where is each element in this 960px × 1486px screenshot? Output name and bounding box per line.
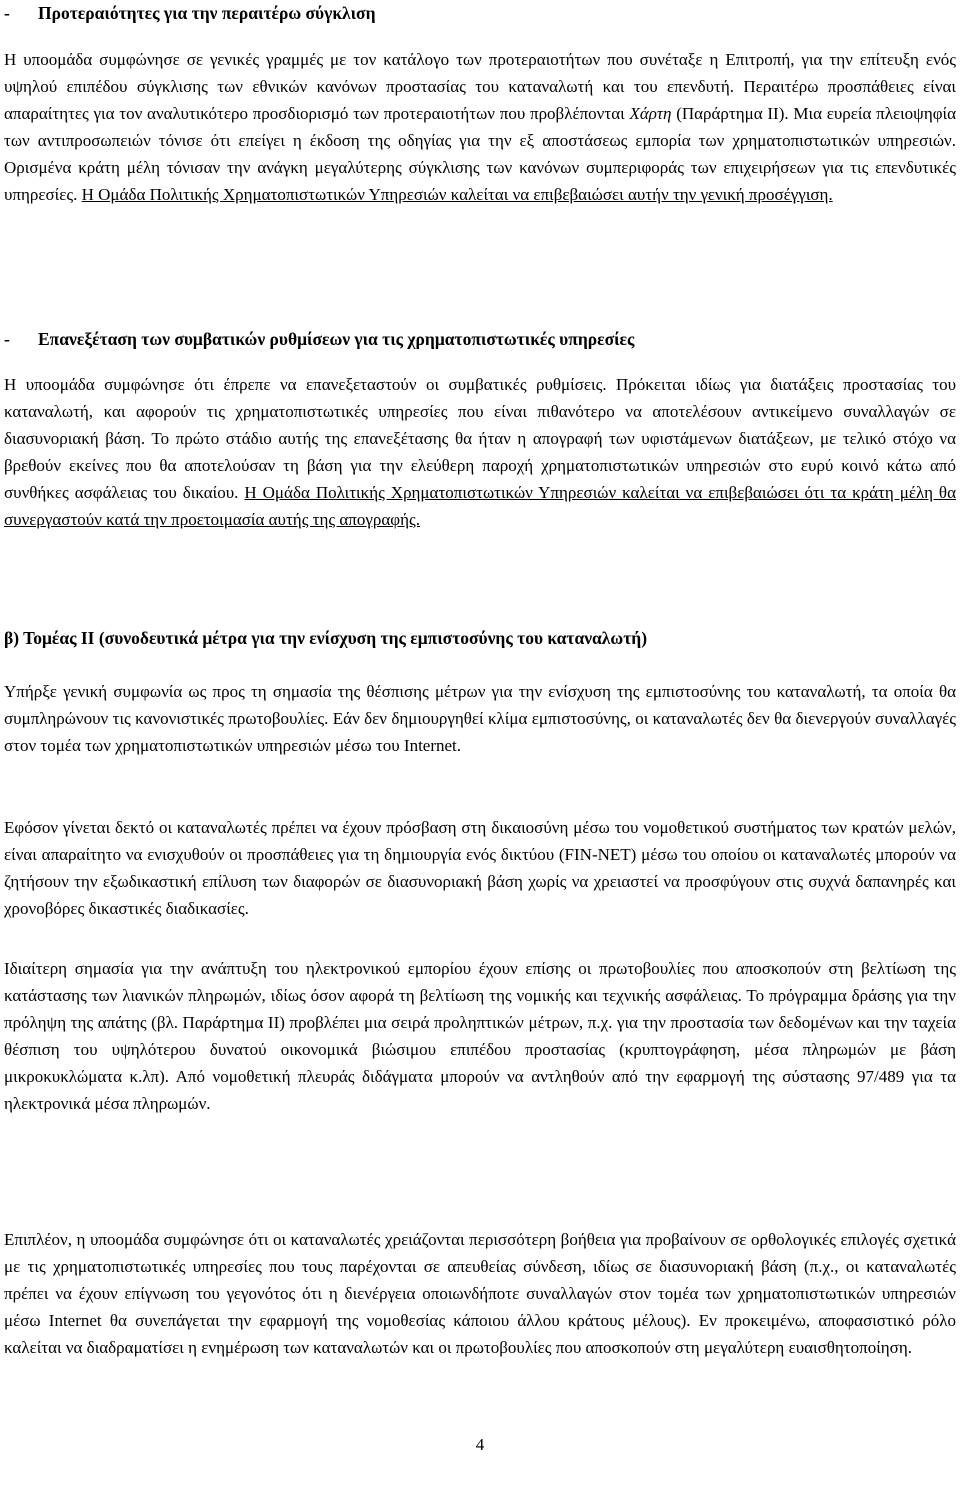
section-heading-sector-ii: β) Τομέας ΙΙ (συνοδευτικά μέτρα για την ενίσχυση της εμπιστοσύνης του καταναλωτή) — [4, 628, 648, 648]
heading-text: Επανεξέταση των συμβατικών ρυθμίσεων για τις χρηματοπιστωτικές υπηρεσίες — [38, 329, 635, 349]
paragraph-fin-net: Εφόσον γίνεται δεκτό οι καταναλωτές πρέπει να έχουν πρόσβαση στη δικαιοσύνη μέσω του νομοθετικού συστήματος των κρατών μελών, είναι απαραίτητο να ενισχυθούν οι προσπάθειες για τη δημιουργία ενός δικτύου (FIN-NET) μέσω του οποίου οι καταναλωτές μπορούν να ζητήσουν την εξωδικαστική επίλυση των διαφορών σε διασυνοριακή βάση χωρίς να χρειαστεί να προσφύγουν στις συχνά δαπανηρές και χρονοβόρες δικαστικές διαδικασίες. — [4, 818, 956, 918]
paragraph-text: Η υποομάδα συμφώνησε σε γενικές γραμμές με τον κατάλογο των προτεραιοτήτων που συνέταξε η Επιτροπή, για την επίτευξη ενός υψηλού επιπέδου σύγκλισης των εθνικών κανόνων προστασίας του καταναλωτή και του επενδυτή. Περαιτέρω προσπάθειες είναι απαραίτητες για τον αναλυτικότερο προσδιορισμό των προτεραιοτήτων που προβλέπονται — [4, 50, 956, 123]
underlined-request: Η Ομάδα Πολιτικής Χρηματοπιστωτικών Υπηρεσιών καλείται να επιβεβαιώσει ότι τα κράτη μέλη θα συνεργαστούν κατά την προετοιμασία αυτής της απογραφής. — [4, 482, 956, 529]
paragraph-payments: Ιδιαίτερη σημασία για την ανάπτυξη του ηλεκτρονικού εμπορίου έχουν επίσης οι πρωτοβουλίες που αποσκοπούν στη βελτίωση της κατάστασης των λιανικών πληρωμών, ιδίως όσον αφορά τη βελτίωση της νομικής και τεχνικής ασφάλειας. Το πρόγραμμα δράσης για την πρόληψη της απάτης (βλ. Παράρτημα ΙΙ) προβλέπει μια σειρά προληπτικών μέτρων, π.χ. για την προστασία των δεδομένων και την ταχεία θέσπιση του υψηλότερου δυνατού οικονομικά βιώσιμου επιπέδου προστασίας (κρυπτογράφηση, μέσα πληρωμών με βάση μικροκυκλώματα κ.λπ). Από νομοθετική πλευράς διδάγματα μπορούν να αντληθούν από την εφαρμογή της σύστασης 97/489 για τα ηλεκτρονικά μέσα πληρωμών. — [4, 959, 956, 1113]
italic-term: Χάρτη — [629, 103, 672, 123]
heading-text: Προτεραιότητες για την περαιτέρω σύγκλιση — [38, 3, 376, 23]
section-heading-contract-review — [4, 326, 956, 353]
underlined-request: Η Ομάδα Πολιτικής Χρηματοπιστωτικών Υπηρεσιών καλείται να επιβεβαιώσει αυτήν την γενική προσέγγιση. — [81, 184, 833, 204]
section-heading-priorities — [4, 0, 956, 27]
paragraph-information: Επιπλέον, η υποομάδα συμφώνησε ότι οι καταναλωτές χρειάζονται περισσότερη βοήθεια για προβαίνουν σε ορθολογικές επιλογές σχετικά με τις χρηματοπιστωτικές υπηρεσίες που τους παρέχονται σε απευθείας σύνδεση, ιδίως σε διασυνοριακή βάση (π.χ., οι καταναλωτές πρέπει να έχουν επίγνωση του γεγονότος ότι η διενέργεια οποιωνδήποτε συναλλαγών στον τομέα των χρηματοπιστωτικών υπηρεσιών μέσω Internet θα συνεπάγεται την εφαρμογή της νομοθεσίας κάποιου άλλου κράτους μέλους). Εν προκειμένω, αποφασιστικό ρόλο καλείται να διαδραματίσει η ενημέρωση των καταναλωτών και οι πρωτοβουλίες που αποσκοπούν στη μεγαλύτερη ευαισθητοποίηση. — [4, 1230, 956, 1357]
paragraph-text: Η υποομάδα συμφώνησε ότι έπρεπε να επανεξεταστούν οι συμβατικές ρυθμίσεις. Πρόκειται ιδίως για διατάξεις προστασίας του καταναλωτή, και αφορούν τις χρηματοπιστωτικές υπηρεσίες που είναι πιθανότερο να αποτελέσουν αντικείμενο συναλλαγών σε διασυνοριακή βάση. Το πρώτο στάδιο αυτής της επανεξέτασης θα ήταν η απογραφή των υφιστάμενων διατάξεων, με τελικό στόχο να βρεθούν εκείνες που θα αποτελούσαν τη βάση για την ελεύθερη παροχή χρηματοπιστωτικών υπηρεσιών στο ευρύ κοινό κάτω από συνθήκες ασφάλειας του δικαίου. — [4, 375, 956, 502]
paragraph-contract-review — [4, 372, 956, 533]
heading-dash: - — [4, 3, 10, 23]
paragraph-consumer-trust: Υπήρξε γενική συμφωνία ως προς τη σημασία της θέσπισης μέτρων για την ενίσχυση της εμπιστοσύνης του καταναλωτή, τα οποία θα συμπληρώνουν τις κανονιστικές πρωτοβουλίες. Εάν δεν δημιουργηθεί κλίμα εμπιστοσύνης, οι καταναλωτές δεν θα διενεργούν συναλλαγές στον τομέα των χρηματοπιστωτικών υπηρεσιών μέσω του Internet. — [4, 682, 956, 755]
paragraph-priorities — [4, 47, 956, 208]
page-number: 4 — [475, 1435, 485, 1454]
heading-dash: - — [4, 329, 10, 349]
paragraph-text-continued: (Παράρτημα ΙΙ). Μια ευρεία πλειοψηφία των αντιπροσωπειών τόνισε ότι επείγει η έκδοση της οδηγίας για την εξ αποστάσεως εμπορία των χρηματοπιστωτικών υπηρεσιών. Ορισμένα κράτη μέλη τόνισαν την ανάγκη μεγαλύτερης σύγκλισης των κανόνων συμπεριφοράς των επιχειρήσεων για τις επενδυτικές υπηρεσίες. — [4, 103, 957, 204]
